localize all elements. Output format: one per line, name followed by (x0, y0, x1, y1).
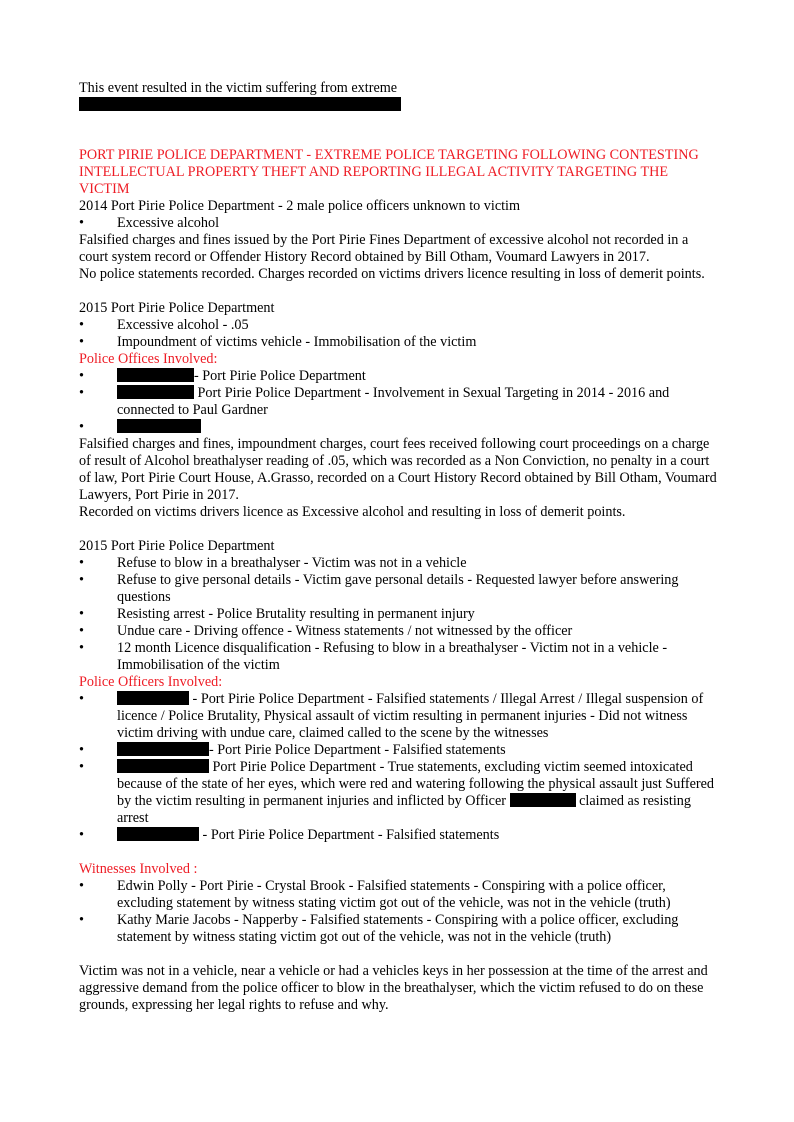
intro-text: This event resulted in the victim suffering from extreme (79, 80, 398, 96)
redaction-bar (117, 419, 201, 433)
intro-line (79, 80, 719, 114)
officers-label: Police Offices Involved: (79, 351, 218, 367)
list-item: • Undue care - Driving offence - Witness statements / not witnessed by the officer (79, 623, 573, 639)
bullet-icon: • (79, 368, 84, 384)
bullet-icon: • (79, 215, 84, 231)
list-item: • Refuse to give personal details - Victim gave personal details - Requested lawyer before answering questions (79, 572, 679, 605)
list-item: • Refuse to blow in a breathalyser - Victim was not in a vehicle (79, 555, 467, 571)
section-title: PORT PIRIE POLICE DEPARTMENT - EXTREME POLICE TARGETING FOLLOWING CONTESTING INTELLECTUAL PROPERTY THEFT AND REPORTING ILLEGAL ACTIVITY TARGETING THE VICTIM (79, 147, 699, 197)
list-item: • Kathy Marie Jacobs - Napperby - Falsified statements - Conspiring with a police officer, excluding statement by witness stating victim got out of the vehicle, was not in the vehicle (truth) (79, 912, 679, 945)
list-item: • - Port Pirie Police Department - Falsified statements / Illegal Arrest / Illegal suspension of licence / Police Brutality, Physical assault of victim resulting in permanent injuries - Did not witness victim driving with undue care, claimed called to the scene by the witnesses (79, 691, 704, 741)
bullet-icon: • (79, 640, 84, 656)
list-item: • - Port Pirie Police Department (79, 368, 366, 384)
document-page (79, 80, 719, 1014)
section-2015b-heading: 2015 Port Pirie Police Department (79, 538, 275, 554)
list-item: • Impoundment of victims vehicle - Immobilisation of the victim (79, 334, 477, 350)
list-item: • Edwin Polly - Port Pirie - Crystal Brook - Falsified statements - Conspiring with a police officer, excluding statement by witness stating victim got out of the vehicle, was not in the vehicle (truth) (79, 878, 671, 911)
bullet-icon: • (79, 555, 84, 571)
redaction-bar (117, 759, 209, 773)
bullet-icon: • (79, 419, 84, 435)
bullet-icon: • (79, 742, 84, 758)
list-item: • - Port Pirie Police Department - Falsified statements (79, 827, 500, 843)
bullet-icon: • (79, 334, 84, 350)
list-item: • Resisting arrest - Police Brutality resulting in permanent injury (79, 606, 475, 622)
redaction-bar (117, 742, 209, 756)
redaction-bar (117, 385, 194, 399)
witnesses-label: Witnesses Involved : (79, 861, 198, 877)
redaction-bar (79, 97, 401, 111)
list-item: • - Port Pirie Police Department - Falsified statements (79, 742, 506, 758)
closing-paragraph: Victim was not in a vehicle, near a vehicle or had a vehicles keys in her possession at the time of the arrest and aggressive demand from the police officer to blow in the breathalyser, which the victim refused to do on these grounds, expressing her legal rights to refuse and why. (79, 963, 708, 1013)
list-item (79, 419, 719, 436)
bullet-icon: • (79, 691, 84, 707)
paragraph: Falsified charges and fines, impoundment charges, court fees received following court proceedings on a charge of result of Alcohol breathalyser reading of .05, which was recorded as a Non Conviction, no penalty in a court of law, Port Pirie Court House, A.Grasso, recorded on a Court History Record obtained by Bill Otham, Voumard Lawyers, Port Pirie in 2017. (79, 436, 717, 503)
bullet-icon: • (79, 317, 84, 333)
redaction-bar (117, 827, 199, 841)
list-item: • 12 month Licence disqualification - Refusing to blow in a breathalyser - Victim not in a vehicle - Immobilisation of the victim (79, 640, 668, 673)
paragraph: Recorded on victims drivers licence as Excessive alcohol and resulting in loss of demerit points. (79, 504, 626, 520)
list-item: • Excessive alcohol - .05 (79, 317, 249, 333)
list-item: • Port Pirie Police Department - Involvement in Sexual Targeting in 2014 - 2016 and connected to Paul Gardner (79, 385, 670, 418)
redaction-bar (117, 691, 189, 705)
bullet-icon: • (79, 759, 84, 775)
list-item: • Excessive alcohol (79, 215, 220, 231)
section-2015a-heading: 2015 Port Pirie Police Department (79, 300, 275, 316)
redaction-bar (117, 368, 194, 382)
bullet-icon: • (79, 912, 84, 928)
officers-label: Police Officers Involved: (79, 674, 223, 690)
bullet-icon: • (79, 878, 84, 894)
bullet-icon: • (79, 572, 84, 588)
redaction-bar (510, 793, 576, 807)
bullet-icon: • (79, 385, 84, 401)
section-2014-heading: 2014 Port Pirie Police Department - 2 male police officers unknown to victim (79, 198, 521, 214)
paragraph: Falsified charges and fines issued by the Port Pirie Fines Department of excessive alcohol not recorded in a court system record or Offender History Record obtained by Bill Otham, Voumard Lawyers in 2017. (79, 232, 689, 265)
bullet-icon: • (79, 827, 84, 843)
paragraph: No police statements recorded. Charges recorded on victims drivers licence resulting in loss of demerit points. (79, 266, 705, 282)
bullet-icon: • (79, 623, 84, 639)
list-item: • Port Pirie Police Department - True statements, excluding victim seemed intoxicated because of the state of her eyes, which were red and watering following the physical assault just Suffered by the victim resulting in permanent injuries and inflicted by Officer claimed as resisting arrest (79, 759, 714, 826)
bullet-icon: • (79, 606, 84, 622)
